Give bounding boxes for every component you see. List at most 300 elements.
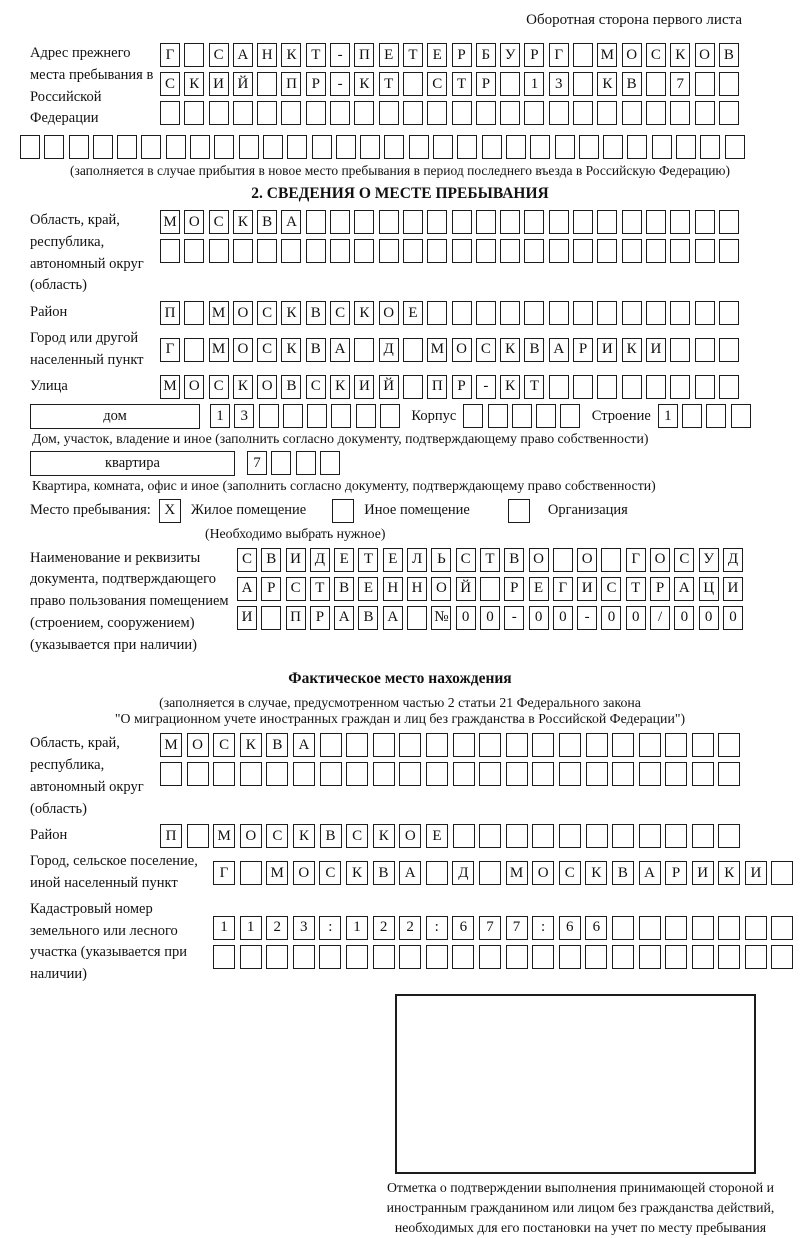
form-cell[interactable]	[676, 135, 696, 159]
form-cell[interactable]	[665, 916, 687, 940]
form-cell[interactable]: 1	[524, 72, 544, 96]
form-cell[interactable]	[603, 135, 623, 159]
form-cell[interactable]: С	[674, 548, 694, 572]
form-cell[interactable]: 2	[373, 916, 395, 940]
form-cell[interactable]	[718, 824, 740, 848]
form-cell[interactable]	[293, 762, 315, 786]
form-cell[interactable]	[384, 135, 404, 159]
form-cell[interactable]	[579, 135, 599, 159]
form-cell[interactable]: В	[261, 548, 281, 572]
form-cell[interactable]	[259, 404, 279, 428]
form-cell[interactable]	[184, 338, 204, 362]
form-cell[interactable]: М	[597, 43, 617, 67]
form-cell[interactable]: Г	[553, 577, 573, 601]
form-cell[interactable]	[530, 135, 550, 159]
form-cell[interactable]	[532, 824, 554, 848]
form-cell[interactable]	[586, 762, 608, 786]
form-cell[interactable]	[622, 239, 642, 263]
form-cell[interactable]	[559, 824, 581, 848]
form-cell[interactable]: А	[549, 338, 569, 362]
form-cell[interactable]	[117, 135, 137, 159]
form-cell[interactable]: :	[319, 916, 341, 940]
form-cell[interactable]: П	[354, 43, 374, 67]
form-cell[interactable]	[257, 101, 277, 125]
form-cell[interactable]: 0	[674, 606, 694, 630]
form-cell[interactable]: Н	[257, 43, 277, 67]
form-cell[interactable]	[240, 945, 262, 969]
form-cell[interactable]: С	[209, 375, 229, 399]
form-cell[interactable]: С	[330, 301, 350, 325]
form-cell[interactable]: В	[622, 72, 642, 96]
form-cell[interactable]	[356, 404, 376, 428]
form-cell[interactable]	[695, 239, 715, 263]
form-cell[interactable]	[549, 101, 569, 125]
form-cell[interactable]: Р	[306, 72, 326, 96]
other-premises-checkbox[interactable]	[332, 499, 354, 523]
form-cell[interactable]: Г	[549, 43, 569, 67]
form-cell[interactable]: М	[427, 338, 447, 362]
form-cell[interactable]	[639, 762, 661, 786]
form-cell[interactable]: С	[306, 375, 326, 399]
form-cell[interactable]	[479, 733, 501, 757]
form-cell[interactable]: -	[504, 606, 524, 630]
form-cell[interactable]: И	[354, 375, 374, 399]
form-cell[interactable]	[463, 404, 483, 428]
form-cell[interactable]	[692, 824, 714, 848]
form-cell[interactable]	[427, 101, 447, 125]
form-cell[interactable]	[233, 101, 253, 125]
form-cell[interactable]	[725, 135, 745, 159]
form-cell[interactable]: 0	[723, 606, 743, 630]
form-cell[interactable]	[482, 135, 502, 159]
form-cell[interactable]	[476, 301, 496, 325]
form-cell[interactable]: С	[160, 72, 180, 96]
form-cell[interactable]: О	[257, 375, 277, 399]
form-cell[interactable]: К	[718, 861, 740, 885]
form-cell[interactable]	[665, 733, 687, 757]
form-cell[interactable]: 6	[585, 916, 607, 940]
form-cell[interactable]	[731, 404, 751, 428]
form-cell[interactable]: 3	[293, 916, 315, 940]
form-cell[interactable]	[319, 945, 341, 969]
form-cell[interactable]: К	[293, 824, 315, 848]
form-cell[interactable]: В	[281, 375, 301, 399]
form-cell[interactable]: 3	[549, 72, 569, 96]
form-cell[interactable]	[549, 210, 569, 234]
form-cell[interactable]: С	[257, 338, 277, 362]
form-cell[interactable]	[692, 945, 714, 969]
form-cell[interactable]	[532, 733, 554, 757]
form-cell[interactable]	[271, 451, 291, 475]
form-cell[interactable]	[263, 135, 283, 159]
form-cell[interactable]: А	[293, 733, 315, 757]
form-cell[interactable]	[559, 945, 581, 969]
form-cell[interactable]: С	[319, 861, 341, 885]
form-cell[interactable]	[283, 404, 303, 428]
form-cell[interactable]: Е	[379, 43, 399, 67]
form-cell[interactable]	[612, 762, 634, 786]
form-cell[interactable]	[336, 135, 356, 159]
form-cell[interactable]: О	[184, 210, 204, 234]
form-cell[interactable]: Й	[379, 375, 399, 399]
form-cell[interactable]: С	[213, 733, 235, 757]
form-cell[interactable]	[403, 101, 423, 125]
form-cell[interactable]: Й	[456, 577, 476, 601]
form-cell[interactable]: :	[532, 916, 554, 940]
form-cell[interactable]	[320, 733, 342, 757]
form-cell[interactable]: В	[524, 338, 544, 362]
form-cell[interactable]: К	[330, 375, 350, 399]
form-cell[interactable]: Ь	[431, 548, 451, 572]
form-cell[interactable]: В	[266, 733, 288, 757]
form-cell[interactable]	[524, 301, 544, 325]
form-cell[interactable]	[479, 762, 501, 786]
form-cell[interactable]	[573, 375, 593, 399]
form-cell[interactable]: М	[213, 824, 235, 848]
form-cell[interactable]	[719, 72, 739, 96]
form-cell[interactable]: О	[529, 548, 549, 572]
form-cell[interactable]	[718, 733, 740, 757]
form-cell[interactable]: 0	[553, 606, 573, 630]
form-cell[interactable]: К	[184, 72, 204, 96]
form-cell[interactable]	[399, 733, 421, 757]
form-cell[interactable]	[399, 762, 421, 786]
form-cell[interactable]	[500, 239, 520, 263]
form-cell[interactable]: К	[354, 72, 374, 96]
form-cell[interactable]	[652, 135, 672, 159]
form-cell[interactable]	[695, 101, 715, 125]
form-cell[interactable]	[612, 916, 634, 940]
form-cell[interactable]	[532, 762, 554, 786]
form-cell[interactable]: А	[281, 210, 301, 234]
form-cell[interactable]	[670, 210, 690, 234]
form-cell[interactable]: Й	[233, 72, 253, 96]
form-cell[interactable]: К	[585, 861, 607, 885]
form-cell[interactable]: 7	[479, 916, 501, 940]
form-cell[interactable]	[453, 733, 475, 757]
form-cell[interactable]: Г	[626, 548, 646, 572]
form-cell[interactable]: Е	[334, 548, 354, 572]
form-cell[interactable]	[665, 762, 687, 786]
form-cell[interactable]	[354, 210, 374, 234]
form-cell[interactable]	[646, 301, 666, 325]
form-cell[interactable]: В	[334, 577, 354, 601]
form-cell[interactable]: О	[532, 861, 554, 885]
form-cell[interactable]: С	[237, 548, 257, 572]
form-cell[interactable]: М	[209, 301, 229, 325]
form-cell[interactable]: Д	[723, 548, 743, 572]
form-cell[interactable]	[240, 861, 262, 885]
form-cell[interactable]	[190, 135, 210, 159]
form-cell[interactable]: О	[431, 577, 451, 601]
form-cell[interactable]	[524, 210, 544, 234]
form-cell[interactable]	[427, 210, 447, 234]
form-cell[interactable]	[379, 239, 399, 263]
form-cell[interactable]	[213, 945, 235, 969]
form-cell[interactable]: Т	[524, 375, 544, 399]
form-cell[interactable]	[695, 375, 715, 399]
form-cell[interactable]	[646, 101, 666, 125]
form-cell[interactable]: Р	[524, 43, 544, 67]
form-cell[interactable]	[307, 404, 327, 428]
form-cell[interactable]	[506, 733, 528, 757]
form-cell[interactable]	[452, 301, 472, 325]
form-cell[interactable]: А	[399, 861, 421, 885]
form-cell[interactable]: Т	[452, 72, 472, 96]
form-cell[interactable]: С	[209, 43, 229, 67]
form-cell[interactable]: 0	[456, 606, 476, 630]
form-cell[interactable]	[433, 135, 453, 159]
form-cell[interactable]	[266, 945, 288, 969]
form-cell[interactable]	[622, 210, 642, 234]
form-cell[interactable]: Р	[261, 577, 281, 601]
form-cell[interactable]	[601, 548, 621, 572]
form-cell[interactable]	[745, 916, 767, 940]
form-cell[interactable]	[453, 762, 475, 786]
form-cell[interactable]	[379, 101, 399, 125]
form-cell[interactable]	[293, 945, 315, 969]
form-cell[interactable]	[506, 762, 528, 786]
form-cell[interactable]	[287, 135, 307, 159]
form-cell[interactable]	[622, 375, 642, 399]
form-cell[interactable]: В	[719, 43, 739, 67]
form-cell[interactable]	[452, 239, 472, 263]
form-cell[interactable]	[512, 404, 532, 428]
form-cell[interactable]: У	[699, 548, 719, 572]
form-cell[interactable]	[573, 43, 593, 67]
form-cell[interactable]: О	[233, 301, 253, 325]
form-cell[interactable]: В	[358, 606, 378, 630]
form-cell[interactable]	[553, 548, 573, 572]
form-cell[interactable]	[160, 239, 180, 263]
form-cell[interactable]	[379, 210, 399, 234]
form-cell[interactable]	[524, 101, 544, 125]
form-cell[interactable]: М	[160, 210, 180, 234]
form-cell[interactable]	[160, 762, 182, 786]
form-cell[interactable]: Л	[407, 548, 427, 572]
form-cell[interactable]	[506, 824, 528, 848]
form-cell[interactable]	[330, 210, 350, 234]
form-cell[interactable]: Б	[476, 43, 496, 67]
form-cell[interactable]	[213, 762, 235, 786]
form-cell[interactable]: П	[286, 606, 306, 630]
form-cell[interactable]	[69, 135, 89, 159]
form-cell[interactable]: О	[187, 733, 209, 757]
form-cell[interactable]	[346, 762, 368, 786]
form-cell[interactable]	[330, 101, 350, 125]
form-cell[interactable]	[426, 762, 448, 786]
form-cell[interactable]	[771, 945, 793, 969]
form-cell[interactable]	[670, 338, 690, 362]
form-cell[interactable]	[586, 733, 608, 757]
form-cell[interactable]	[500, 301, 520, 325]
form-cell[interactable]	[427, 239, 447, 263]
form-cell[interactable]	[665, 824, 687, 848]
form-cell[interactable]: 1	[240, 916, 262, 940]
form-cell[interactable]: Н	[407, 577, 427, 601]
form-cell[interactable]	[331, 404, 351, 428]
form-cell[interactable]	[597, 101, 617, 125]
form-cell[interactable]: 0	[699, 606, 719, 630]
form-cell[interactable]: О	[184, 375, 204, 399]
form-cell[interactable]: Т	[358, 548, 378, 572]
form-cell[interactable]: С	[209, 210, 229, 234]
form-cell[interactable]	[597, 301, 617, 325]
form-cell[interactable]: 1	[346, 916, 368, 940]
form-cell[interactable]: К	[622, 338, 642, 362]
form-cell[interactable]	[184, 239, 204, 263]
form-cell[interactable]	[480, 577, 500, 601]
form-cell[interactable]	[409, 135, 429, 159]
form-cell[interactable]: А	[237, 577, 257, 601]
form-cell[interactable]: К	[281, 43, 301, 67]
form-cell[interactable]	[403, 338, 423, 362]
form-cell[interactable]	[524, 239, 544, 263]
form-cell[interactable]: 6	[559, 916, 581, 940]
form-cell[interactable]	[665, 945, 687, 969]
form-cell[interactable]	[555, 135, 575, 159]
form-cell[interactable]: -	[330, 72, 350, 96]
form-cell[interactable]	[452, 945, 474, 969]
form-cell[interactable]: О	[452, 338, 472, 362]
form-cell[interactable]	[320, 762, 342, 786]
form-cell[interactable]: Г	[160, 338, 180, 362]
form-cell[interactable]: Р	[452, 375, 472, 399]
form-cell[interactable]: П	[160, 301, 180, 325]
form-cell[interactable]	[506, 135, 526, 159]
form-cell[interactable]: 0	[529, 606, 549, 630]
form-cell[interactable]	[266, 762, 288, 786]
form-cell[interactable]	[426, 733, 448, 757]
form-cell[interactable]: 6	[452, 916, 474, 940]
form-cell[interactable]	[452, 210, 472, 234]
form-cell[interactable]	[670, 375, 690, 399]
form-cell[interactable]	[719, 338, 739, 362]
form-cell[interactable]	[585, 945, 607, 969]
form-cell[interactable]: С	[601, 577, 621, 601]
form-cell[interactable]: М	[506, 861, 528, 885]
form-cell[interactable]: И	[237, 606, 257, 630]
form-cell[interactable]: У	[500, 43, 520, 67]
form-cell[interactable]: К	[281, 338, 301, 362]
form-cell[interactable]: 1	[210, 404, 230, 428]
form-cell[interactable]	[187, 824, 209, 848]
form-cell[interactable]: Д	[379, 338, 399, 362]
form-cell[interactable]: Р	[650, 577, 670, 601]
form-cell[interactable]: Е	[427, 43, 447, 67]
form-cell[interactable]: 7	[670, 72, 690, 96]
form-cell[interactable]	[670, 239, 690, 263]
form-cell[interactable]: К	[373, 824, 395, 848]
form-cell[interactable]	[612, 824, 634, 848]
form-cell[interactable]	[719, 239, 739, 263]
form-cell[interactable]: Р	[452, 43, 472, 67]
form-cell[interactable]	[692, 916, 714, 940]
form-cell[interactable]	[719, 210, 739, 234]
form-cell[interactable]	[500, 72, 520, 96]
form-cell[interactable]: С	[476, 338, 496, 362]
form-cell[interactable]	[141, 135, 161, 159]
form-cell[interactable]	[44, 135, 64, 159]
form-cell[interactable]	[706, 404, 726, 428]
form-cell[interactable]: П	[427, 375, 447, 399]
form-cell[interactable]	[427, 301, 447, 325]
form-cell[interactable]	[597, 375, 617, 399]
form-cell[interactable]	[639, 945, 661, 969]
form-cell[interactable]	[549, 375, 569, 399]
residential-checkbox[interactable]: X	[159, 499, 181, 523]
form-cell[interactable]: М	[160, 733, 182, 757]
form-cell[interactable]	[549, 239, 569, 263]
form-cell[interactable]: В	[320, 824, 342, 848]
form-cell[interactable]: Т	[403, 43, 423, 67]
form-cell[interactable]	[506, 945, 528, 969]
form-cell[interactable]	[700, 135, 720, 159]
form-cell[interactable]	[646, 239, 666, 263]
form-cell[interactable]	[597, 210, 617, 234]
form-cell[interactable]: 3	[234, 404, 254, 428]
form-cell[interactable]	[622, 101, 642, 125]
form-cell[interactable]: И	[209, 72, 229, 96]
form-cell[interactable]: К	[500, 338, 520, 362]
form-cell[interactable]: А	[330, 338, 350, 362]
form-cell[interactable]	[479, 861, 501, 885]
form-cell[interactable]: С	[646, 43, 666, 67]
form-cell[interactable]: О	[650, 548, 670, 572]
form-cell[interactable]	[184, 43, 204, 67]
form-cell[interactable]	[695, 301, 715, 325]
form-cell[interactable]: 0	[601, 606, 621, 630]
form-cell[interactable]	[233, 239, 253, 263]
form-cell[interactable]	[627, 135, 647, 159]
form-cell[interactable]	[670, 301, 690, 325]
form-cell[interactable]	[330, 239, 350, 263]
form-cell[interactable]: И	[577, 577, 597, 601]
form-cell[interactable]	[20, 135, 40, 159]
form-cell[interactable]	[597, 239, 617, 263]
form-cell[interactable]	[312, 135, 332, 159]
form-cell[interactable]	[403, 72, 423, 96]
form-cell[interactable]	[646, 210, 666, 234]
form-cell[interactable]	[646, 375, 666, 399]
form-cell[interactable]	[479, 824, 501, 848]
form-cell[interactable]: О	[577, 548, 597, 572]
form-cell[interactable]	[573, 101, 593, 125]
form-cell[interactable]	[306, 101, 326, 125]
form-cell[interactable]	[488, 404, 508, 428]
form-cell[interactable]	[306, 239, 326, 263]
form-cell[interactable]: А	[674, 577, 694, 601]
form-cell[interactable]: 7	[506, 916, 528, 940]
form-cell[interactable]: К	[240, 733, 262, 757]
form-cell[interactable]	[771, 916, 793, 940]
form-cell[interactable]	[622, 301, 642, 325]
form-cell[interactable]: И	[286, 548, 306, 572]
form-cell[interactable]: Г	[160, 43, 180, 67]
form-cell[interactable]: Н	[383, 577, 403, 601]
form-cell[interactable]: П	[160, 824, 182, 848]
form-cell[interactable]: И	[723, 577, 743, 601]
form-cell[interactable]: С	[559, 861, 581, 885]
form-cell[interactable]	[296, 451, 316, 475]
form-cell[interactable]	[695, 338, 715, 362]
form-cell[interactable]	[184, 101, 204, 125]
form-cell[interactable]	[549, 301, 569, 325]
form-cell[interactable]: В	[306, 338, 326, 362]
form-cell[interactable]: К	[670, 43, 690, 67]
form-cell[interactable]	[573, 72, 593, 96]
form-cell[interactable]	[639, 733, 661, 757]
